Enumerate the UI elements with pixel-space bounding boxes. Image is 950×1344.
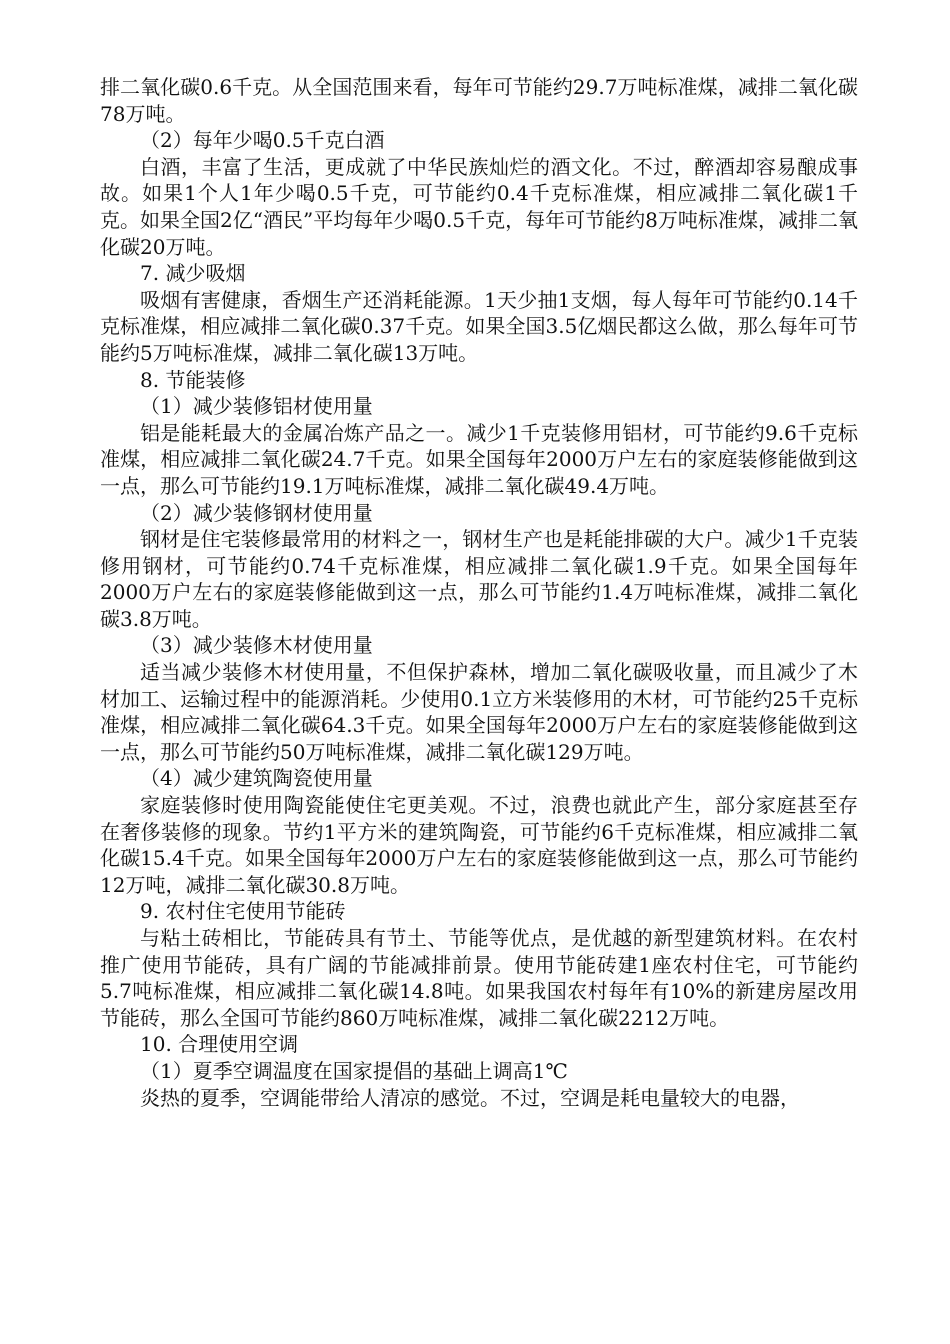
subsection-heading: （1）夏季空调温度在国家提倡的基础上调高1℃	[140, 1058, 568, 1083]
subsection-heading: （2）减少装修钢材使用量	[140, 500, 373, 525]
body-paragraph: 白酒，丰富了生活，更成就了中华民族灿烂的酒文化。不过，醉酒却容易酿成事故。如果1个人1年少喝0.5千克，可节能约0.4千克标准煤，相应减排二氧化碳1千克。如果全国2亿“酒民”平均每年少喝0.5千克，每年可节能约8万吨标准煤，减排二氧化碳20万吨。	[100, 154, 858, 259]
section-heading: 7. 减少吸烟	[140, 261, 246, 286]
body-paragraph: 排二氧化碳0.6千克。从全国范围来看，每年可节能约29.7万吨标准煤，减排二氧化碳78万吨。	[100, 75, 858, 126]
section-heading: 9. 农村住宅使用节能砖	[140, 899, 346, 924]
body-paragraph: 与粘土砖相比，节能砖具有节土、节能等优点，是优越的新型建筑材料。在农村推广使用节能砖，具有广阔的节能减排前景。使用节能砖建1座农村住宅，可节能约5.7吨标准煤，相应减排二氧化碳14.8吨。如果我国农村每年有10%的新建房屋改用节能砖，那么全国可节能约860万吨标准煤，减排二氧化碳2212万吨。	[100, 926, 858, 1030]
section-heading: 8. 节能装修	[140, 367, 246, 392]
subsection-heading: （3）减少装修木材使用量	[140, 633, 373, 658]
body-paragraph: 炎热的夏季，空调能带给人清凉的感觉。不过，空调是耗电量较大的电器，	[140, 1085, 800, 1110]
body-paragraph: 家庭装修时使用陶瓷能使住宅更美观。不过，浪费也就此产生，部分家庭甚至存在奢侈装修的现象。节约1平方米的建筑陶瓷，可节能约6千克标准煤，相应减排二氧化碳15.4千克。如果全国每年2000万户左右的家庭装修能做到这一点，那么可节能约12万吨，减排二氧化碳30.8万吨。	[100, 793, 858, 897]
body-paragraph: 钢材是住宅装修最常用的材料之一，钢材生产也是耗能排碳的大户。减少1千克装修用钢材，可节能约0.74千克标准煤，相应减排二氧化碳1.9千克。如果全国每年2000万户左右的家庭装修能做到这一点，那么可节能约1.4万吨标准煤，减排二氧化碳3.8万吨。	[100, 527, 858, 631]
subsection-heading: （1）减少装修铝材使用量	[140, 394, 373, 419]
subsection-heading: （4）减少建筑陶瓷使用量	[140, 766, 373, 791]
section-heading: 10. 合理使用空调	[140, 1032, 299, 1057]
subsection-heading: （2）每年少喝0.5千克白酒	[140, 128, 385, 153]
body-paragraph: 吸烟有害健康，香烟生产还消耗能源。1天少抽1支烟，每人每年可节能约0.14千克标准煤，相应减排二氧化碳0.37千克。如果全国3.5亿烟民都这么做，那么每年可节能约5万吨标准煤，减排二氧化碳13万吨。	[100, 287, 858, 365]
body-paragraph: 铝是能耗最大的金属冶炼产品之一。减少1千克装修用铝材，可节能约9.6千克标准煤，相应减排二氧化碳24.7千克。如果全国每年2000万户左右的家庭装修能做到这一点，那么可节能约19.1万吨标准煤，减排二氧化碳49.4万吨。	[100, 420, 858, 498]
body-paragraph: 适当减少装修木材使用量，不但保护森林，增加二氧化碳吸收量，而且减少了木材加工、运输过程中的能源消耗。少使用0.1立方米装修用的木材，可节能约25千克标准煤，相应减排二氧化碳64.3千克。如果全国每年2000万户左右的家庭装修能做到这一点，那么可节能约50万吨标准煤，减排二氧化碳129万吨。	[100, 660, 858, 764]
